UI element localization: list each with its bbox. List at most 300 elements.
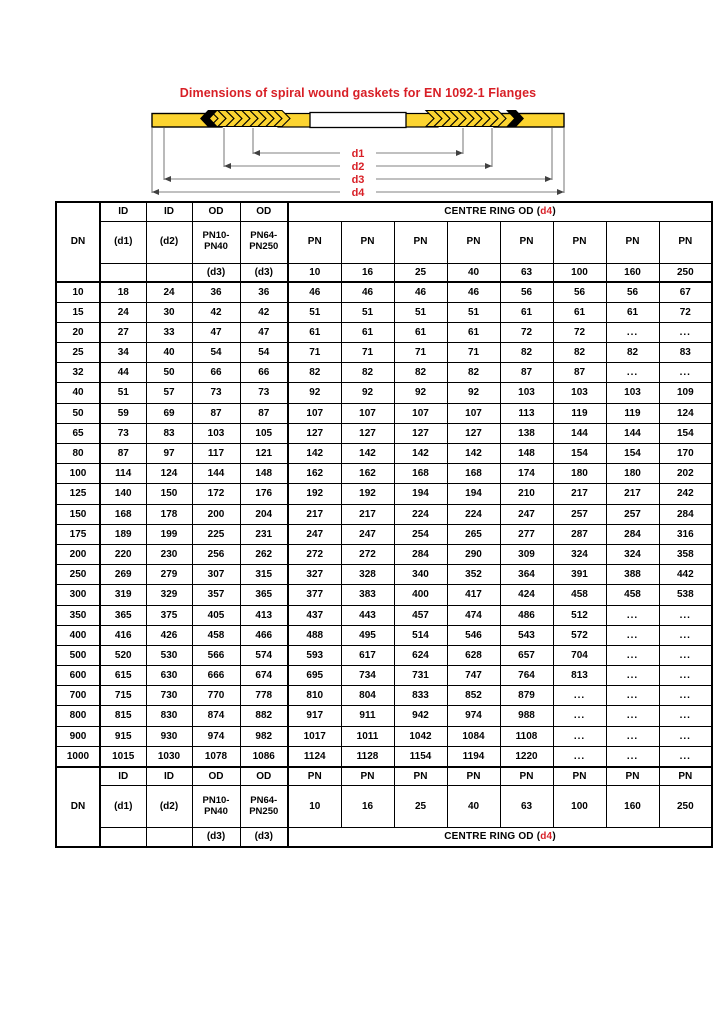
header-id1-top: ID — [100, 202, 146, 221]
cell-centre-ring-pn-10: 1017 — [288, 726, 341, 746]
cell-centre-ring-pn-40: 142 — [447, 444, 500, 464]
header-id1-blank — [100, 263, 146, 282]
cell-id-d2: 279 — [146, 565, 192, 585]
header-row-top — [56, 202, 712, 221]
cell-centre-ring-pn-250: 83 — [659, 343, 712, 363]
cell-centre-ring-pn-40: 546 — [447, 625, 500, 645]
footer-od1-range-line2: PN40 — [204, 805, 228, 817]
cell-centre-ring-pn-25: 51 — [394, 302, 447, 322]
cell-centre-ring-pn-250: ... — [659, 666, 712, 686]
cell-centre-ring-pn-25: 457 — [394, 605, 447, 625]
table-row — [56, 605, 712, 625]
table-row — [56, 343, 712, 363]
cell-od-pn10-pn40: 103 — [192, 423, 240, 443]
cell-od-pn10-pn40: 42 — [192, 302, 240, 322]
cell-centre-ring-pn-250: 242 — [659, 484, 712, 504]
cell-centre-ring-pn-160: ... — [606, 726, 659, 746]
cell-centre-ring-pn-63: 1108 — [500, 726, 553, 746]
cell-centre-ring-pn-40: 92 — [447, 383, 500, 403]
footer-od1-range-line1: PN10- — [202, 794, 230, 806]
cell-od-pn64-pn250: 47 — [240, 322, 288, 342]
cell-centre-ring-pn-160: ... — [606, 322, 659, 342]
dimension-label-d2: d2 — [351, 161, 365, 173]
footer-pnval-8: 250 — [659, 786, 712, 828]
table-row — [56, 464, 712, 484]
cell-od-pn10-pn40: 144 — [192, 464, 240, 484]
cell-id-d2: 178 — [146, 504, 192, 524]
table-row — [56, 565, 712, 585]
cell-centre-ring-pn-25: 833 — [394, 686, 447, 706]
dimension-label-d1: d1 — [351, 148, 365, 160]
table-row — [56, 302, 712, 322]
gasket-cross-section-diagram — [150, 108, 566, 196]
header-od2-range — [240, 221, 288, 263]
cell-dn: 125 — [56, 484, 100, 504]
cell-centre-ring-pn-10: 162 — [288, 464, 341, 484]
cell-id-d1: 520 — [100, 645, 146, 665]
cell-centre-ring-pn-63: 764 — [500, 666, 553, 686]
cell-id-d2: 57 — [146, 383, 192, 403]
cell-centre-ring-pn-25: 284 — [394, 544, 447, 564]
cell-centre-ring-pn-16: 443 — [341, 605, 394, 625]
cell-centre-ring-pn-25: 942 — [394, 706, 447, 726]
cell-dn: 32 — [56, 363, 100, 383]
cell-centre-ring-pn-160: 180 — [606, 464, 659, 484]
cell-id-d2: 30 — [146, 302, 192, 322]
cell-dn: 40 — [56, 383, 100, 403]
cell-centre-ring-pn-100: 391 — [553, 565, 606, 585]
cell-centre-ring-pn-16: 247 — [341, 524, 394, 544]
cell-od-pn64-pn250: 315 — [240, 565, 288, 585]
footer-pn-8: PN — [659, 767, 712, 786]
cell-centre-ring-pn-250: 284 — [659, 504, 712, 524]
cell-centre-ring-pn-63: 277 — [500, 524, 553, 544]
cell-centre-ring-pn-63: 148 — [500, 444, 553, 464]
cell-centre-ring-pn-10: 82 — [288, 363, 341, 383]
cell-centre-ring-pn-63: 309 — [500, 544, 553, 564]
footer-pnval-2: 16 — [341, 786, 394, 828]
cell-centre-ring-pn-10: 810 — [288, 686, 341, 706]
cell-id-d2: 97 — [146, 444, 192, 464]
cell-centre-ring-pn-250: 170 — [659, 444, 712, 464]
header-pnval-7: 160 — [606, 263, 659, 282]
cell-od-pn64-pn250: 778 — [240, 686, 288, 706]
footer-centre-ring-ref: d4 — [540, 831, 553, 843]
cell-centre-ring-pn-10: 437 — [288, 605, 341, 625]
cell-id-d1: 269 — [100, 565, 146, 585]
table-row — [56, 666, 712, 686]
footer-pnval-5: 63 — [500, 786, 553, 828]
cell-centre-ring-pn-250: ... — [659, 726, 712, 746]
cell-centre-ring-pn-10: 247 — [288, 524, 341, 544]
cell-centre-ring-pn-250: 67 — [659, 282, 712, 302]
footer-dn: DN — [56, 767, 100, 847]
cell-centre-ring-pn-16: 51 — [341, 302, 394, 322]
cell-centre-ring-pn-25: 127 — [394, 423, 447, 443]
cell-id-d1: 365 — [100, 605, 146, 625]
cell-dn: 400 — [56, 625, 100, 645]
cell-od-pn64-pn250: 882 — [240, 706, 288, 726]
table-header — [56, 202, 712, 282]
table-row — [56, 746, 712, 766]
cell-centre-ring-pn-160: ... — [606, 605, 659, 625]
cell-id-d1: 59 — [100, 403, 146, 423]
cell-centre-ring-pn-100: 119 — [553, 403, 606, 423]
cell-dn: 20 — [56, 322, 100, 342]
cell-id-d1: 319 — [100, 585, 146, 605]
cell-centre-ring-pn-25: 142 — [394, 444, 447, 464]
table-footer — [56, 767, 712, 847]
footer-pn-3: PN — [394, 767, 447, 786]
footer-pn-2: PN — [341, 767, 394, 786]
cell-centre-ring-pn-160: 61 — [606, 302, 659, 322]
footer-id1-top: ID — [100, 767, 146, 786]
cell-centre-ring-pn-25: 224 — [394, 504, 447, 524]
cell-id-d2: 124 — [146, 464, 192, 484]
cell-id-d1: 34 — [100, 343, 146, 363]
cell-id-d2: 329 — [146, 585, 192, 605]
cell-od-pn64-pn250: 42 — [240, 302, 288, 322]
cell-dn: 10 — [56, 282, 100, 302]
cell-id-d2: 930 — [146, 726, 192, 746]
cell-centre-ring-pn-160: 144 — [606, 423, 659, 443]
footer-centre-ring-text: CENTRE RING OD ( — [444, 831, 541, 843]
cell-id-d1: 51 — [100, 383, 146, 403]
cell-id-d2: 1030 — [146, 746, 192, 766]
cell-centre-ring-pn-160: ... — [606, 686, 659, 706]
cell-centre-ring-pn-250: ... — [659, 706, 712, 726]
cell-dn: 600 — [56, 666, 100, 686]
cell-dn: 50 — [56, 403, 100, 423]
cell-centre-ring-pn-40: 46 — [447, 282, 500, 302]
cell-centre-ring-pn-25: 194 — [394, 484, 447, 504]
table-row — [56, 504, 712, 524]
cell-id-d1: 24 — [100, 302, 146, 322]
header-pnval-8: 250 — [659, 263, 712, 282]
cell-od-pn64-pn250: 121 — [240, 444, 288, 464]
dimensions-table-container — [55, 201, 694, 848]
cell-od-pn10-pn40: 357 — [192, 585, 240, 605]
header-pnval-4: 40 — [447, 263, 500, 282]
cell-od-pn64-pn250: 982 — [240, 726, 288, 746]
cell-centre-ring-pn-63: 879 — [500, 686, 553, 706]
cell-od-pn64-pn250: 466 — [240, 625, 288, 645]
cell-centre-ring-pn-63: 424 — [500, 585, 553, 605]
cell-centre-ring-pn-100: 56 — [553, 282, 606, 302]
cell-od-pn10-pn40: 87 — [192, 403, 240, 423]
cell-dn: 80 — [56, 444, 100, 464]
header-pnval-5: 63 — [500, 263, 553, 282]
page-title: Dimensions of spiral wound gaskets for EN 1092-1 Flanges — [179, 86, 537, 100]
cell-centre-ring-pn-40: 747 — [447, 666, 500, 686]
cell-centre-ring-pn-160: 82 — [606, 343, 659, 363]
cell-id-d1: 189 — [100, 524, 146, 544]
cell-centre-ring-pn-63: 82 — [500, 343, 553, 363]
gasket-bore — [310, 113, 406, 128]
cell-od-pn10-pn40: 874 — [192, 706, 240, 726]
header-pn-1: PN — [288, 221, 341, 263]
header-od1-top: OD — [192, 202, 240, 221]
cell-centre-ring-pn-16: 61 — [341, 322, 394, 342]
cell-od-pn64-pn250: 574 — [240, 645, 288, 665]
header-id2-sub: (d2) — [146, 221, 192, 263]
cell-centre-ring-pn-63: 247 — [500, 504, 553, 524]
cell-centre-ring-pn-16: 734 — [341, 666, 394, 686]
table-row — [56, 484, 712, 504]
cell-id-d1: 140 — [100, 484, 146, 504]
cell-centre-ring-pn-16: 192 — [341, 484, 394, 504]
cell-id-d2: 830 — [146, 706, 192, 726]
cell-centre-ring-pn-160: 56 — [606, 282, 659, 302]
cell-od-pn10-pn40: 405 — [192, 605, 240, 625]
footer-pnval-7: 160 — [606, 786, 659, 828]
cell-centre-ring-pn-16: 71 — [341, 343, 394, 363]
header-od1-range — [192, 221, 240, 263]
cell-centre-ring-pn-100: ... — [553, 726, 606, 746]
cell-centre-ring-pn-16: 92 — [341, 383, 394, 403]
cell-od-pn10-pn40: 54 — [192, 343, 240, 363]
cell-centre-ring-pn-40: 71 — [447, 343, 500, 363]
footer-pn-1: PN — [288, 767, 341, 786]
cell-centre-ring-pn-160: ... — [606, 645, 659, 665]
cell-id-d1: 168 — [100, 504, 146, 524]
cell-dn: 1000 — [56, 746, 100, 766]
cell-centre-ring-pn-63: 61 — [500, 302, 553, 322]
cell-centre-ring-pn-100: 61 — [553, 302, 606, 322]
cell-centre-ring-pn-160: 217 — [606, 484, 659, 504]
cell-id-d1: 18 — [100, 282, 146, 302]
footer-pnval-6: 100 — [553, 786, 606, 828]
footer-row-bottom — [56, 828, 712, 847]
header-pn-8: PN — [659, 221, 712, 263]
cell-centre-ring-pn-160: 388 — [606, 565, 659, 585]
cell-centre-ring-pn-250: ... — [659, 645, 712, 665]
cell-centre-ring-pn-10: 127 — [288, 423, 341, 443]
cell-centre-ring-pn-25: 168 — [394, 464, 447, 484]
cell-centre-ring-pn-250: ... — [659, 322, 712, 342]
cell-centre-ring-pn-100: 813 — [553, 666, 606, 686]
header-row-bottom — [56, 263, 712, 282]
cell-id-d1: 27 — [100, 322, 146, 342]
table-row — [56, 544, 712, 564]
cell-centre-ring-pn-100: 324 — [553, 544, 606, 564]
footer-id2-top: ID — [146, 767, 192, 786]
cell-centre-ring-pn-63: 1220 — [500, 746, 553, 766]
cell-centre-ring-pn-25: 1154 — [394, 746, 447, 766]
cell-centre-ring-pn-25: 71 — [394, 343, 447, 363]
table-row — [56, 645, 712, 665]
cell-od-pn10-pn40: 66 — [192, 363, 240, 383]
cell-od-pn64-pn250: 231 — [240, 524, 288, 544]
cell-centre-ring-pn-250: 154 — [659, 423, 712, 443]
header-pn-3: PN — [394, 221, 447, 263]
cell-centre-ring-pn-16: 82 — [341, 363, 394, 383]
footer-od2-range-line1: PN64- — [250, 794, 278, 806]
cell-id-d1: 416 — [100, 625, 146, 645]
header-pn-5: PN — [500, 221, 553, 263]
table-row — [56, 585, 712, 605]
cell-od-pn10-pn40: 47 — [192, 322, 240, 342]
cell-od-pn10-pn40: 36 — [192, 282, 240, 302]
cell-id-d2: 630 — [146, 666, 192, 686]
cell-centre-ring-pn-250: 316 — [659, 524, 712, 544]
spiral-winding-left — [210, 111, 290, 127]
cell-id-d2: 230 — [146, 544, 192, 564]
cell-centre-ring-pn-100: ... — [553, 706, 606, 726]
centre-ring-close: ) — [552, 206, 556, 218]
cell-centre-ring-pn-100: 154 — [553, 444, 606, 464]
cell-centre-ring-pn-63: 364 — [500, 565, 553, 585]
header-centre-ring-od — [288, 202, 712, 221]
cell-od-pn10-pn40: 307 — [192, 565, 240, 585]
cell-od-pn64-pn250: 176 — [240, 484, 288, 504]
footer-od2-top: OD — [240, 767, 288, 786]
cell-centre-ring-pn-16: 46 — [341, 282, 394, 302]
cell-centre-ring-pn-63: 56 — [500, 282, 553, 302]
cell-centre-ring-pn-16: 911 — [341, 706, 394, 726]
cell-od-pn10-pn40: 566 — [192, 645, 240, 665]
cell-dn: 200 — [56, 544, 100, 564]
cell-centre-ring-pn-16: 383 — [341, 585, 394, 605]
spiral-winding-right — [426, 111, 506, 127]
cell-dn: 175 — [56, 524, 100, 544]
cell-id-d1: 615 — [100, 666, 146, 686]
cell-centre-ring-pn-40: 1194 — [447, 746, 500, 766]
cell-id-d2: 150 — [146, 484, 192, 504]
cell-od-pn10-pn40: 200 — [192, 504, 240, 524]
cell-id-d2: 426 — [146, 625, 192, 645]
table-row — [56, 686, 712, 706]
cell-id-d2: 40 — [146, 343, 192, 363]
cell-dn: 100 — [56, 464, 100, 484]
cell-centre-ring-pn-16: 142 — [341, 444, 394, 464]
cell-centre-ring-pn-25: 92 — [394, 383, 447, 403]
cell-centre-ring-pn-250: ... — [659, 605, 712, 625]
cell-od-pn10-pn40: 225 — [192, 524, 240, 544]
cell-centre-ring-pn-16: 1128 — [341, 746, 394, 766]
cell-centre-ring-pn-40: 290 — [447, 544, 500, 564]
cell-centre-ring-pn-10: 107 — [288, 403, 341, 423]
cell-centre-ring-pn-63: 138 — [500, 423, 553, 443]
header-row-mid — [56, 221, 712, 263]
cell-centre-ring-pn-160: ... — [606, 706, 659, 726]
cell-centre-ring-pn-250: 109 — [659, 383, 712, 403]
cell-od-pn10-pn40: 1078 — [192, 746, 240, 766]
cell-centre-ring-pn-160: 324 — [606, 544, 659, 564]
cell-centre-ring-pn-100: 458 — [553, 585, 606, 605]
cell-centre-ring-pn-40: 168 — [447, 464, 500, 484]
table-row — [56, 706, 712, 726]
cell-centre-ring-pn-63: 174 — [500, 464, 553, 484]
cell-centre-ring-pn-10: 593 — [288, 645, 341, 665]
footer-row-top — [56, 767, 712, 786]
cell-centre-ring-pn-40: 82 — [447, 363, 500, 383]
cell-centre-ring-pn-10: 217 — [288, 504, 341, 524]
table-row — [56, 403, 712, 423]
cell-centre-ring-pn-160: ... — [606, 363, 659, 383]
od2-range-line1: PN64- — [250, 230, 278, 242]
footer-pnval-1: 10 — [288, 786, 341, 828]
cell-centre-ring-pn-100: 82 — [553, 343, 606, 363]
cell-od-pn64-pn250: 674 — [240, 666, 288, 686]
centre-ring-text: CENTRE RING OD ( — [444, 206, 541, 218]
cell-centre-ring-pn-10: 192 — [288, 484, 341, 504]
cell-centre-ring-pn-40: 127 — [447, 423, 500, 443]
cell-centre-ring-pn-100: 572 — [553, 625, 606, 645]
cell-centre-ring-pn-16: 617 — [341, 645, 394, 665]
header-pnval-6: 100 — [553, 263, 606, 282]
cell-centre-ring-pn-63: 543 — [500, 625, 553, 645]
cell-dn: 150 — [56, 504, 100, 524]
cell-od-pn10-pn40: 770 — [192, 686, 240, 706]
cell-centre-ring-pn-10: 917 — [288, 706, 341, 726]
table-row — [56, 524, 712, 544]
cell-centre-ring-pn-25: 254 — [394, 524, 447, 544]
cell-centre-ring-pn-100: 87 — [553, 363, 606, 383]
footer-pn-4: PN — [447, 767, 500, 786]
footer-pn-7: PN — [606, 767, 659, 786]
cell-centre-ring-pn-40: 417 — [447, 585, 500, 605]
cell-centre-ring-pn-16: 217 — [341, 504, 394, 524]
cell-centre-ring-pn-100: 704 — [553, 645, 606, 665]
cell-centre-ring-pn-250: ... — [659, 746, 712, 766]
cell-centre-ring-pn-63: 72 — [500, 322, 553, 342]
cell-od-pn10-pn40: 256 — [192, 544, 240, 564]
dimension-label-d3: d3 — [351, 174, 365, 186]
cell-id-d2: 33 — [146, 322, 192, 342]
header-pn-7: PN — [606, 221, 659, 263]
cell-od-pn64-pn250: 1086 — [240, 746, 288, 766]
cell-centre-ring-pn-100: ... — [553, 746, 606, 766]
cell-centre-ring-pn-250: ... — [659, 625, 712, 645]
header-pn-6: PN — [553, 221, 606, 263]
cell-od-pn64-pn250: 148 — [240, 464, 288, 484]
cell-centre-ring-pn-16: 162 — [341, 464, 394, 484]
cell-od-pn10-pn40: 974 — [192, 726, 240, 746]
cell-centre-ring-pn-25: 514 — [394, 625, 447, 645]
cell-centre-ring-pn-250: 358 — [659, 544, 712, 564]
gasket-dimensions-table — [55, 201, 713, 848]
cell-centre-ring-pn-250: 124 — [659, 403, 712, 423]
cell-dn: 800 — [56, 706, 100, 726]
cell-centre-ring-pn-160: ... — [606, 746, 659, 766]
cell-centre-ring-pn-160: 154 — [606, 444, 659, 464]
cell-centre-ring-pn-40: 107 — [447, 403, 500, 423]
cell-centre-ring-pn-16: 127 — [341, 423, 394, 443]
footer-id1-blank — [100, 828, 146, 847]
cell-centre-ring-pn-100: 217 — [553, 484, 606, 504]
dimension-label-d4: d4 — [351, 187, 365, 196]
cell-id-d1: 44 — [100, 363, 146, 383]
table-row — [56, 726, 712, 746]
cell-centre-ring-pn-40: 51 — [447, 302, 500, 322]
cell-centre-ring-pn-100: ... — [553, 686, 606, 706]
cell-od-pn64-pn250: 262 — [240, 544, 288, 564]
cell-centre-ring-pn-16: 272 — [341, 544, 394, 564]
table-row — [56, 322, 712, 342]
cell-centre-ring-pn-10: 92 — [288, 383, 341, 403]
cell-dn: 25 — [56, 343, 100, 363]
cell-centre-ring-pn-40: 474 — [447, 605, 500, 625]
cell-centre-ring-pn-63: 988 — [500, 706, 553, 726]
cell-centre-ring-pn-16: 107 — [341, 403, 394, 423]
cell-id-d1: 220 — [100, 544, 146, 564]
cell-centre-ring-pn-16: 328 — [341, 565, 394, 585]
footer-pnval-4: 40 — [447, 786, 500, 828]
header-pn-2: PN — [341, 221, 394, 263]
cell-od-pn10-pn40: 172 — [192, 484, 240, 504]
footer-id1-sub: (d1) — [100, 786, 146, 828]
